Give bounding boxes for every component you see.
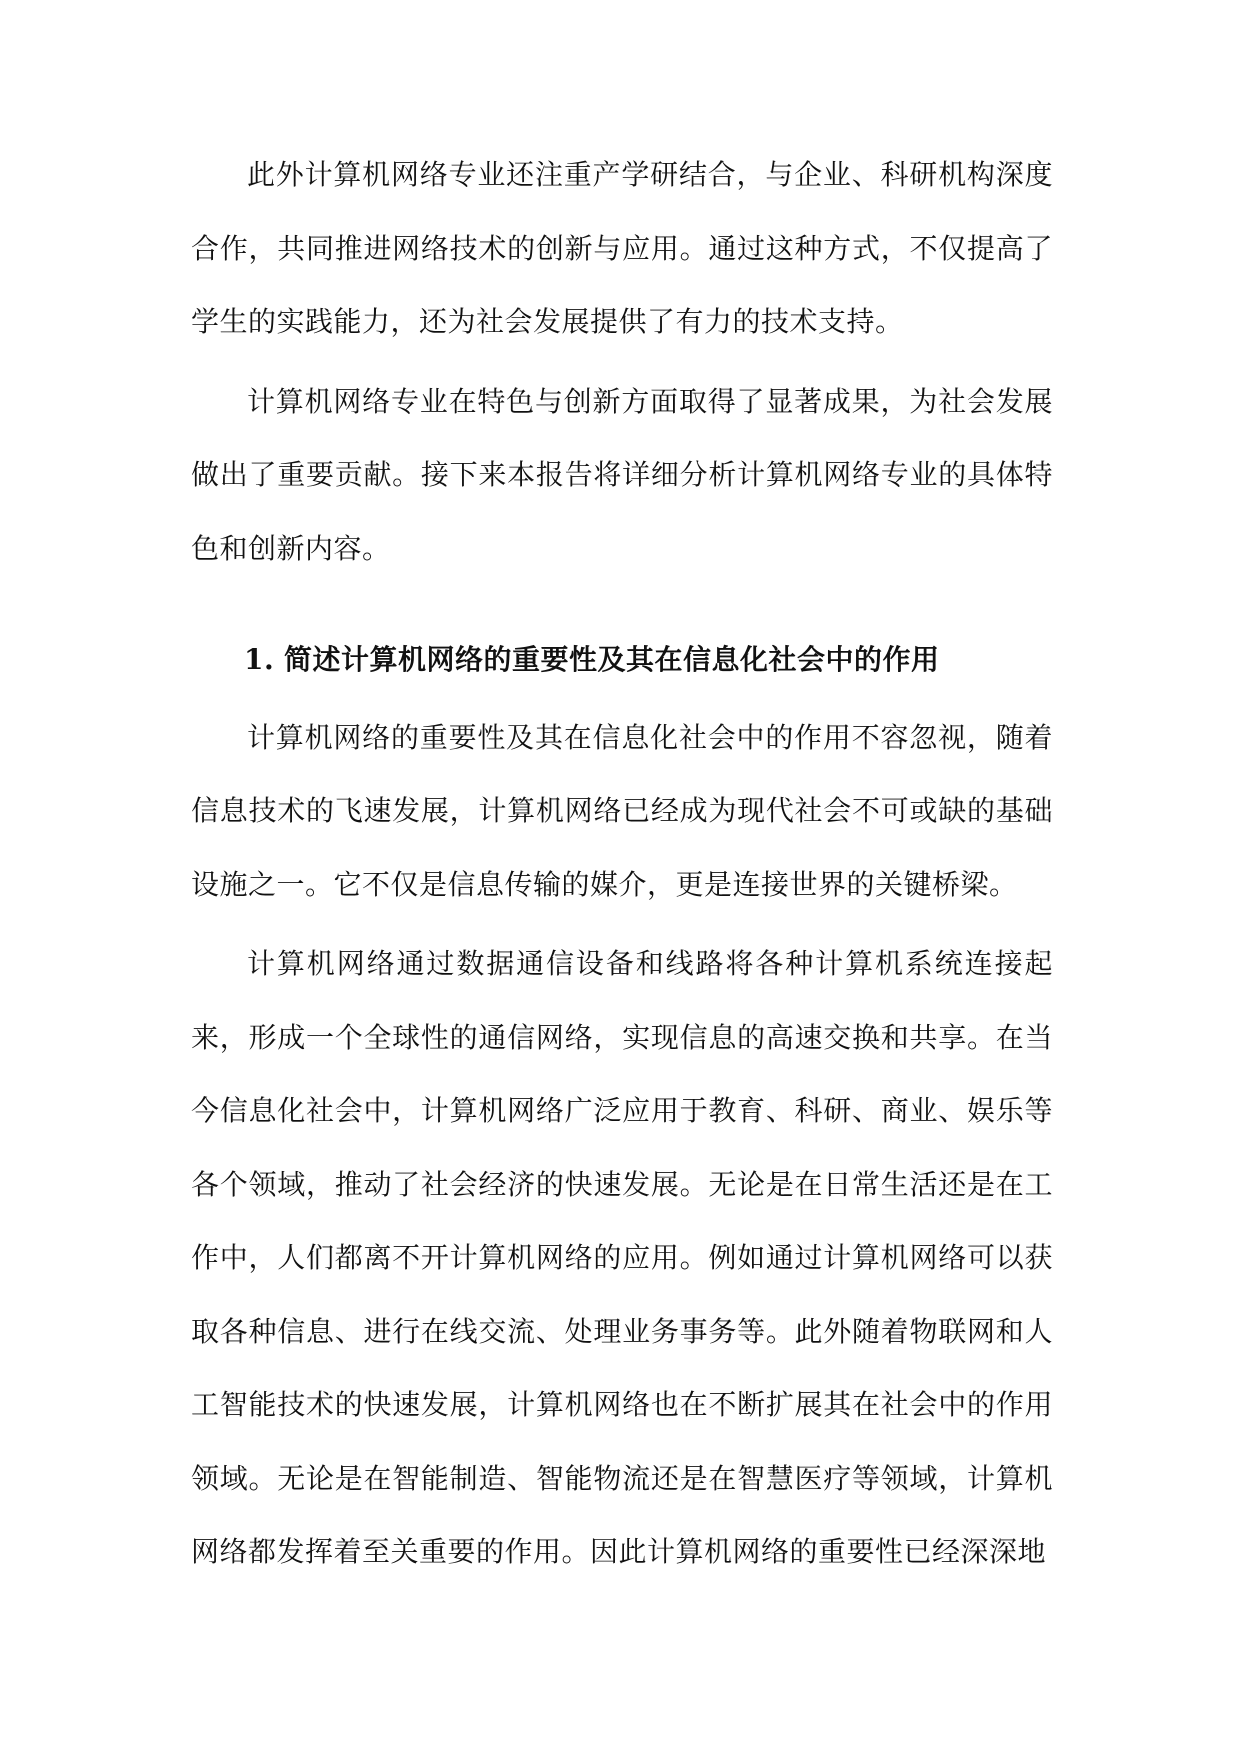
section-heading	[191, 623, 1053, 697]
paragraph-network-applications: 计算机网络通过数据通信设备和线路将各种计算机系统连接起来，形成一个全球性的通信网络，实现信息的高速交换和共享。在当今信息化社会中，计算机网络广泛应用于教育、科研、商业、娱乐等各个领域，推动了社会经济的快速发展。无论是在日常生活还是在工作中，人们都离不开计算机网络的应用。例如通过计算机网络可以获取各种信息、进行在线交流、处理业务事务等。此外随着物联网和人工智能技术的快速发展，计算机网络也在不断扩展其在社会中的作用领域。无论是在智能制造、智能物流还是在智慧医疗等领域，计算机网络都发挥着至关重要的作用。因此计算机网络的重要性已经深深地	[191, 947, 1053, 1568]
paragraph-industry-cooperation: 此外计算机网络专业还注重产学研结合，与企业、科研机构深度合作，共同推进网络技术的创新与应用。通过这种方式，不仅提高了学生的实践能力，还为社会发展提供了有力的技术支持。	[191, 158, 1053, 338]
section-title: 简述计算机网络的重要性及其在信息化社会中的作用	[284, 643, 940, 676]
paragraph-achievements: 计算机网络专业在特色与创新方面取得了显著成果，为社会发展做出了重要贡献。接下来本报告将详细分析计算机网络专业的具体特色和创新内容。	[191, 384, 1053, 565]
paragraph-network-importance: 计算机网络的重要性及其在信息化社会中的作用不容忽视，随着信息技术的飞速发展，计算机网络已经成为现代社会不可或缺的基础设施之一。它不仅是信息传输的媒介，更是连接世界的关键桥梁。	[191, 720, 1053, 901]
section-number: 1.	[244, 643, 275, 676]
document-body	[191, 138, 1053, 1595]
